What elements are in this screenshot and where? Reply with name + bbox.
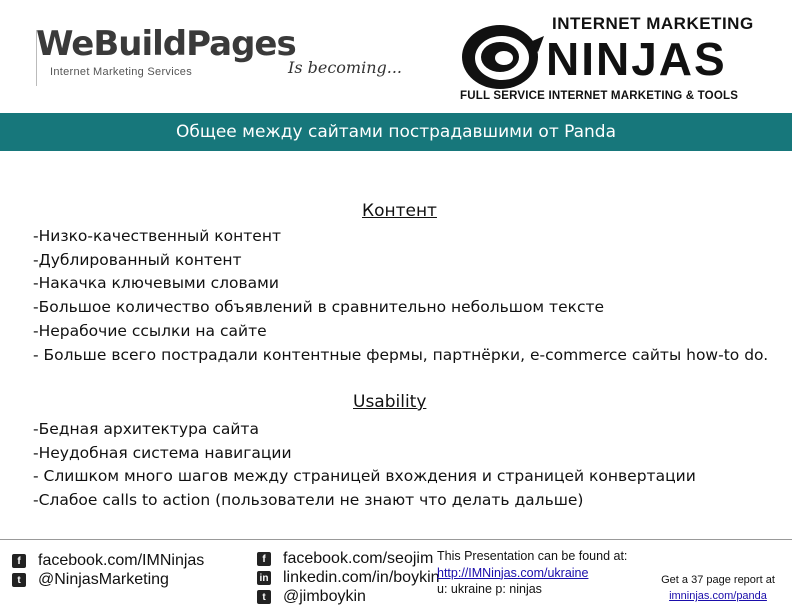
- report-info: [648, 572, 788, 604]
- list-item: -Накачка ключевыми словами: [33, 274, 279, 293]
- linkedin-icon: in: [257, 571, 271, 585]
- presentation-credentials: u: ukraine p: ninjas: [437, 582, 542, 596]
- content-list: [33, 225, 773, 367]
- list-item: -Дублированный контент: [33, 250, 242, 269]
- social-link-text: linkedin.com/in/boykin: [283, 569, 440, 586]
- social-link-text: @NinjasMarketing: [38, 571, 169, 588]
- slide-title: Общее между сайтами пострадавшими от Panda: [175, 122, 617, 142]
- list-item: -Низко-качественный контент: [33, 227, 281, 245]
- social-link-text: @jimboykin: [283, 588, 366, 605]
- social-linkedin-boykin[interactable]: [257, 568, 440, 588]
- ninja-swirl-icon: [460, 22, 544, 92]
- list-item: -Нерабочие ссылки на сайте: [33, 321, 267, 340]
- ninjas-logo: [460, 12, 760, 104]
- usability-section-title: Usability: [353, 392, 427, 412]
- presentation-line: This Presentation can be found at:: [437, 549, 628, 563]
- ninjas-logo-top: INTERNET MARKETING: [552, 14, 754, 33]
- presentation-link[interactable]: http://IMNinjas.com/ukraine: [437, 565, 589, 580]
- presentation-info: [437, 548, 627, 598]
- list-item: -Слабое calls to action (пользователи не знают что делать дальше): [33, 491, 584, 510]
- twitter-icon: t: [12, 573, 26, 587]
- list-item: -Большое количество объявлений в сравнительно небольшом тексте: [33, 298, 605, 317]
- webuildpages-logo: [36, 24, 296, 88]
- list-item: -Неудобная система навигации: [33, 443, 292, 462]
- social-twitter-ninjasmarketing[interactable]: [12, 570, 169, 590]
- ninjas-logo-bottom: FULL SERVICE INTERNET MARKETING & TOOLS: [460, 90, 739, 102]
- content-section-title: Контент: [362, 201, 437, 221]
- webuildpages-logo-title: WeBuildPages: [36, 24, 296, 64]
- list-item: - Слишком много шагов между страницей вхождения и страницей конвертации: [33, 467, 696, 486]
- list-item: -Бедная архитектура сайта: [33, 420, 259, 438]
- footer-divider: [0, 539, 792, 540]
- facebook-icon: f: [12, 554, 26, 568]
- social-facebook-imninjas[interactable]: [12, 551, 204, 571]
- social-twitter-jimboykin[interactable]: [257, 587, 366, 607]
- list-item: - Больше всего пострадали контентные фермы, партнёрки, e-commerce сайты how-to do.: [33, 345, 769, 364]
- social-facebook-seojim[interactable]: [257, 549, 433, 569]
- becoming-text: Is becoming...: [288, 58, 403, 77]
- usability-list: [33, 418, 773, 513]
- facebook-icon: f: [257, 552, 271, 566]
- webuildpages-logo-subtitle: Internet Marketing Services: [50, 66, 192, 78]
- social-link-text: facebook.com/IMNinjas: [38, 552, 205, 569]
- social-link-text: facebook.com/seojim: [283, 550, 434, 567]
- report-text: Get a 37 page report at: [661, 574, 775, 586]
- twitter-icon: t: [257, 590, 271, 604]
- slide-title-bar: [0, 113, 792, 151]
- ninjas-logo-big: NINJAS: [546, 33, 727, 85]
- report-link[interactable]: imninjas.com/panda: [669, 590, 767, 602]
